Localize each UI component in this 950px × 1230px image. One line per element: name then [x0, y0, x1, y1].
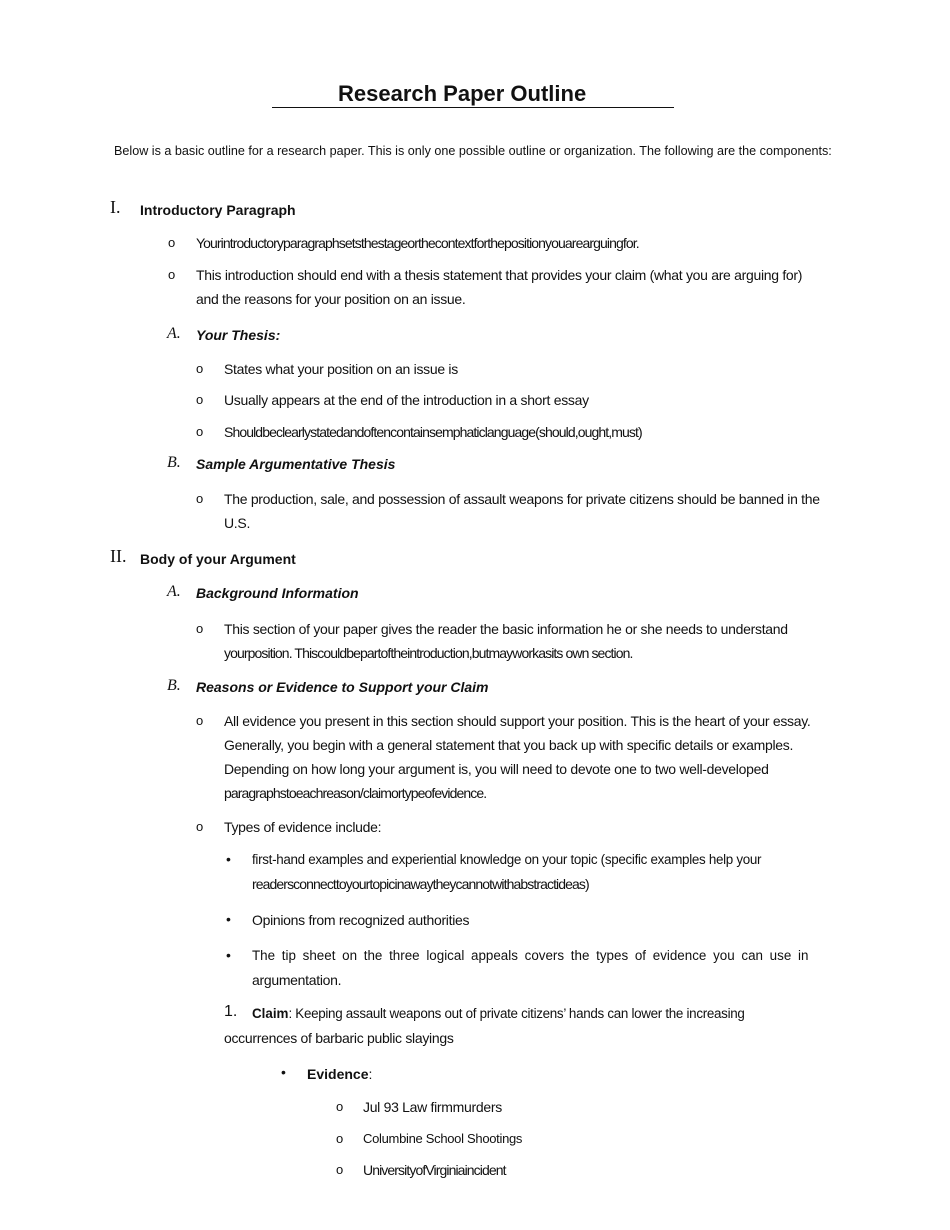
evidence-type-2: Opinions from recognized authorities — [252, 912, 470, 928]
hollow-bullet-icon: o — [196, 819, 204, 834]
section-1-item-2: This introduction should end with a thesis statement that provides your claim (what you are arguing for) — [196, 267, 803, 283]
evidence-colon: : — [368, 1066, 373, 1082]
hollow-bullet-icon: o — [196, 424, 204, 439]
claim-number: 1. — [224, 1003, 238, 1020]
evidence-para-line-2: Generally, you begin with a general statement that you back up with specific details or examples. — [224, 737, 794, 753]
solid-bullet-icon: • — [226, 947, 231, 963]
evidence-item-3: UniversityofVirginiaincident — [363, 1162, 506, 1178]
hollow-bullet-icon: o — [196, 621, 204, 636]
evidence-type-1-line-1: first-hand examples and experiential knowledge on your topic (specific examples help your — [252, 852, 762, 867]
evidence-type-1-line-2: readersconnecttoyourtopicinawaytheycannotwithabstractideas) — [252, 876, 589, 892]
hollow-bullet-icon: o — [196, 392, 204, 407]
section-1-item-1: Yourintroductoryparagraphsetsthestageorthecontextforthepositionyouarearguingfor. — [196, 235, 639, 251]
claim-line-2: occurrences of barbaric public slayings — [224, 1030, 454, 1046]
section-1-sub-a-letter: A. — [167, 325, 181, 342]
section-2-sub-b-heading: Reasons or Evidence to Support your Claim — [196, 679, 489, 695]
title-underline — [272, 80, 674, 108]
evidence-para-line-4: paragraphstoeachreason/claimortypeofevidence. — [224, 785, 487, 801]
page-title: Research Paper Outline — [338, 81, 587, 106]
intro-text: Below is a basic outline for a research paper. This is only one possible outline or organization. The following are the components: — [114, 144, 832, 158]
solid-bullet-icon: • — [226, 851, 231, 867]
types-of-evidence-label: Types of evidence include: — [224, 819, 382, 835]
sample-thesis-line-2: U.S. — [224, 515, 251, 531]
hollow-bullet-icon: o — [196, 361, 204, 376]
section-2-numeral: II. — [110, 546, 127, 566]
background-line-1: This section of your paper gives the reader the basic information he or she needs to understand — [224, 621, 788, 637]
claim-line-1 — [252, 1005, 745, 1023]
evidence-type-3-line-1: The tip sheet on the three logical appeals covers the types of evidence you can use in — [252, 948, 809, 963]
evidence-para-line-3: Depending on how long your argument is, you will need to devote one to two well-developed — [224, 761, 769, 777]
hollow-bullet-icon: o — [196, 491, 204, 506]
thesis-item-1: States what your position on an issue is — [224, 361, 458, 377]
evidence-label: Evidence — [307, 1066, 369, 1082]
hollow-bullet-icon: o — [168, 235, 176, 250]
section-1-numeral: I. — [110, 197, 121, 217]
section-2-sub-b-letter: B. — [167, 677, 181, 694]
solid-bullet-icon: • — [226, 911, 231, 927]
hollow-bullet-icon: o — [336, 1162, 344, 1177]
solid-bullet-icon: • — [281, 1064, 286, 1080]
hollow-bullet-icon: o — [196, 713, 204, 728]
section-2-heading: Body of your Argument — [140, 551, 296, 567]
hollow-bullet-icon: o — [336, 1131, 344, 1146]
claim-text: : Keeping assault weapons out of private citizens’ hands can lower the increasing — [288, 1006, 745, 1021]
section-2-sub-a-heading: Background Information — [196, 585, 359, 601]
sample-thesis-line-1: The production, sale, and possession of assault weapons for private citizens should be banned in the — [224, 491, 820, 507]
evidence-para-line-1: All evidence you present in this section should support your position. This is the heart of your essay. — [224, 713, 811, 729]
evidence-item-2: Columbine School Shootings — [363, 1131, 523, 1146]
hollow-bullet-icon: o — [336, 1099, 344, 1114]
section-1-item-2-cont: and the reasons for your position on an issue. — [196, 291, 466, 307]
section-1-sub-a-heading: Your Thesis: — [196, 327, 281, 343]
section-1-heading: Introductory Paragraph — [140, 202, 296, 218]
evidence-type-3-line-2: argumentation. — [252, 972, 342, 988]
evidence-heading — [307, 1065, 372, 1083]
thesis-item-2: Usually appears at the end of the introduction in a short essay — [224, 392, 589, 408]
claim-label: Claim — [252, 1006, 289, 1021]
section-2-sub-a-letter: A. — [167, 583, 181, 600]
background-line-2: yourposition. Thiscouldbepartoftheintroduction,butmayworkasits own section. — [224, 645, 633, 661]
hollow-bullet-icon: o — [168, 267, 176, 282]
section-1-sub-b-letter: B. — [167, 454, 181, 471]
thesis-item-3: Shouldbeclearlystatedandoftencontainsemphaticlanguage(should,ought,must) — [224, 424, 642, 440]
evidence-item-1: Jul 93 Law firmmurders — [363, 1099, 502, 1115]
section-1-sub-b-heading: Sample Argumentative Thesis — [196, 456, 396, 472]
